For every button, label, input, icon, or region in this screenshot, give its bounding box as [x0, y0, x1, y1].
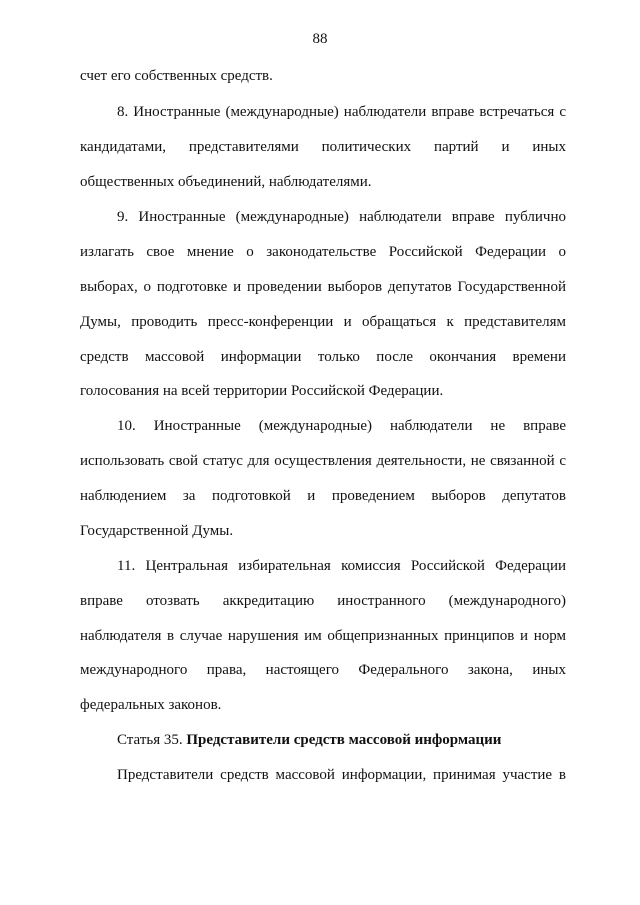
text-line: Думы, проводить пресс-конференции и обращаться к представителям [80, 314, 566, 330]
text-line: наблюдателя в случае нарушения им общепризнанных принципов и норм [80, 628, 566, 644]
article-number: Статья 35. [117, 732, 187, 748]
text-line: 11. Центральная избирательная комиссия Российской Федерации [117, 558, 566, 574]
text-line: использовать свой статус для осуществления деятельности, не связанной с [80, 453, 566, 469]
text-line: счет его собственных средств. [80, 68, 273, 84]
page-number: 88 [312, 31, 328, 47]
article-heading [117, 730, 566, 750]
text-line: международного права, настоящего Федерального закона, иных [80, 662, 566, 678]
text-line: наблюдением за подготовкой и проведением выборов депутатов [80, 488, 566, 504]
text-line: Государственной Думы. [80, 523, 234, 539]
text-line: Представители средств массовой информации, принимая участие в [117, 767, 566, 783]
text-line: выборах, о подготовке и проведении выборов депутатов Государственной [80, 279, 566, 295]
text-line: средств массовой информации только после окончания времени [80, 349, 566, 365]
article-title: Представители средств массовой информации [186, 732, 502, 748]
text-line: 9. Иностранные (международные) наблюдатели вправе публично [117, 209, 566, 225]
text-line: кандидатами, представителями политических партий и иных [80, 139, 566, 155]
text-line: общественных объединений, наблюдателями. [80, 174, 372, 190]
text-line: 8. Иностранные (международные) наблюдатели вправе встречаться с [117, 104, 566, 120]
text-line: вправе отозвать аккредитацию иностранного (международного) [80, 593, 566, 609]
text-line: голосования на всей территории Российской Федерации. [80, 383, 444, 399]
text-line: федеральных законов. [80, 697, 222, 713]
text-line: излагать свое мнение о законодательстве Российской Федерации о [80, 244, 566, 260]
text-line: 10. Иностранные (международные) наблюдатели не вправе [117, 418, 566, 434]
